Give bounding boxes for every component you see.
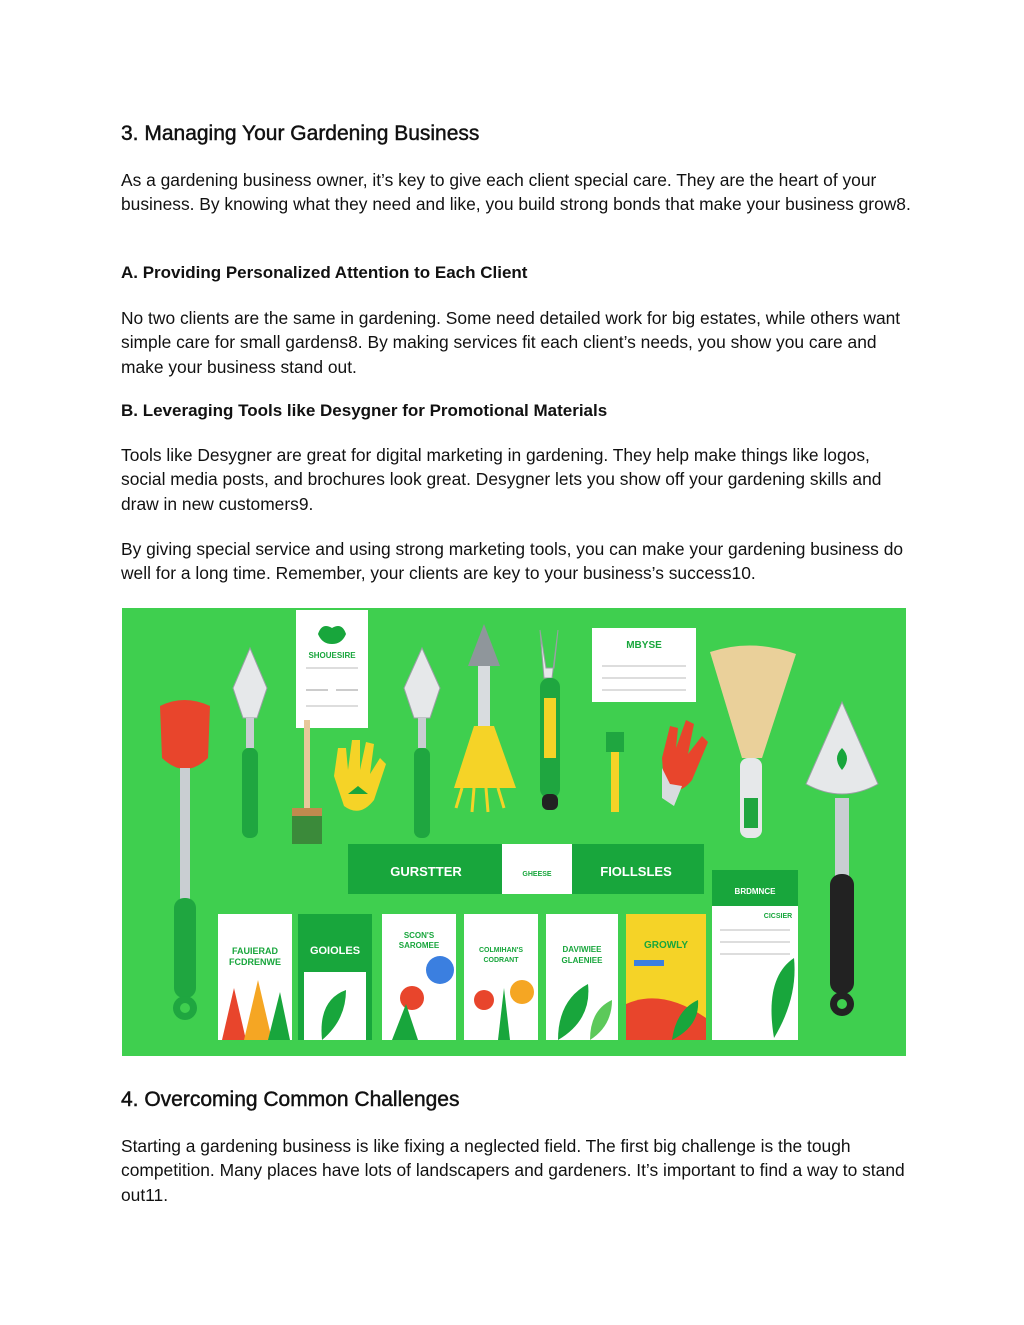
brochure-4 xyxy=(464,914,538,1040)
card-top-right-text: MBYSE xyxy=(626,640,662,651)
subsection-a-text: No two clients are the same in gardening. Some need detailed work for big estates, while others want simple care for small gardens8. By making services fit each client’s needs, you show you care and make your business stand out. xyxy=(121,308,901,377)
gardening-tools-flatlay-image xyxy=(122,608,906,1056)
card-right-text: BRDMNCE xyxy=(734,887,776,896)
brochure-4-line2: CODRANT xyxy=(483,957,519,964)
business-card-left xyxy=(296,610,368,728)
brochure-1-line2: FCDRENWE xyxy=(229,957,281,967)
business-card-right xyxy=(592,628,696,702)
brochure-6 xyxy=(626,914,706,1040)
brochure-5-line2: GLAENIEE xyxy=(561,956,603,965)
section-3-intro: As a gardening business owner, it’s key to give each client special care. They are the heart of your business. By knowing what they need and like, you build strong bonds that make your business grow8. xyxy=(121,170,911,215)
brochure-2 xyxy=(298,914,372,1040)
subsection-b-text: Tools like Desygner are great for digital marketing in gardening. They help make things like logos, social media posts, and brochures look great. Desygner lets you show off your gardening skills and draw in new customers9. xyxy=(121,445,882,514)
brochure-3-line1: SCON'S xyxy=(403,931,435,940)
section-4-text: Starting a gardening business is like fixing a neglected field. The first big challenge is the tough competition. Many places have lots of landscapers and gardeners. It’s important to find a way to stand out11. xyxy=(121,1136,905,1205)
subsection-b-heading: B. Leveraging Tools like Desygner for Promotional Materials xyxy=(121,401,608,420)
brochure-1 xyxy=(218,914,292,1040)
banner-center-text: GHEESE xyxy=(522,871,552,878)
brochure-5-line1: DAVIWIEE xyxy=(562,945,602,954)
brochure-6-line1: GROWLY xyxy=(643,940,689,951)
card-top-left-text: SHOUESIRE xyxy=(308,651,356,660)
brochure-right xyxy=(712,870,798,1040)
banner-right-text: FIOLLSLES xyxy=(600,864,672,879)
section-3-closing: By giving special service and using strong marketing tools, you can make your gardening business do well for a long time. Remember, your clients are key to your business’s success10. xyxy=(121,539,904,584)
subsection-a-heading: A. Providing Personalized Attention to Each Client xyxy=(121,263,528,282)
brochure-4-line1: COLMIHAN'S xyxy=(478,947,524,954)
card-right-sub-text: CICSIER xyxy=(763,913,793,920)
brochure-3-line2: SAROMEE xyxy=(398,941,440,950)
section-4-heading: 4. Overcoming Common Challenges xyxy=(121,1088,460,1111)
promo-banner xyxy=(348,844,704,894)
brochure-2-line1: GOIOLES xyxy=(309,945,361,957)
brochure-1-line1: FAUIERAD xyxy=(231,946,279,956)
banner-left-text: GURSTTER xyxy=(390,864,462,879)
section-3-heading: 3. Managing Your Gardening Business xyxy=(121,122,480,145)
brochure-3 xyxy=(382,914,456,1040)
brochure-5 xyxy=(546,914,618,1040)
